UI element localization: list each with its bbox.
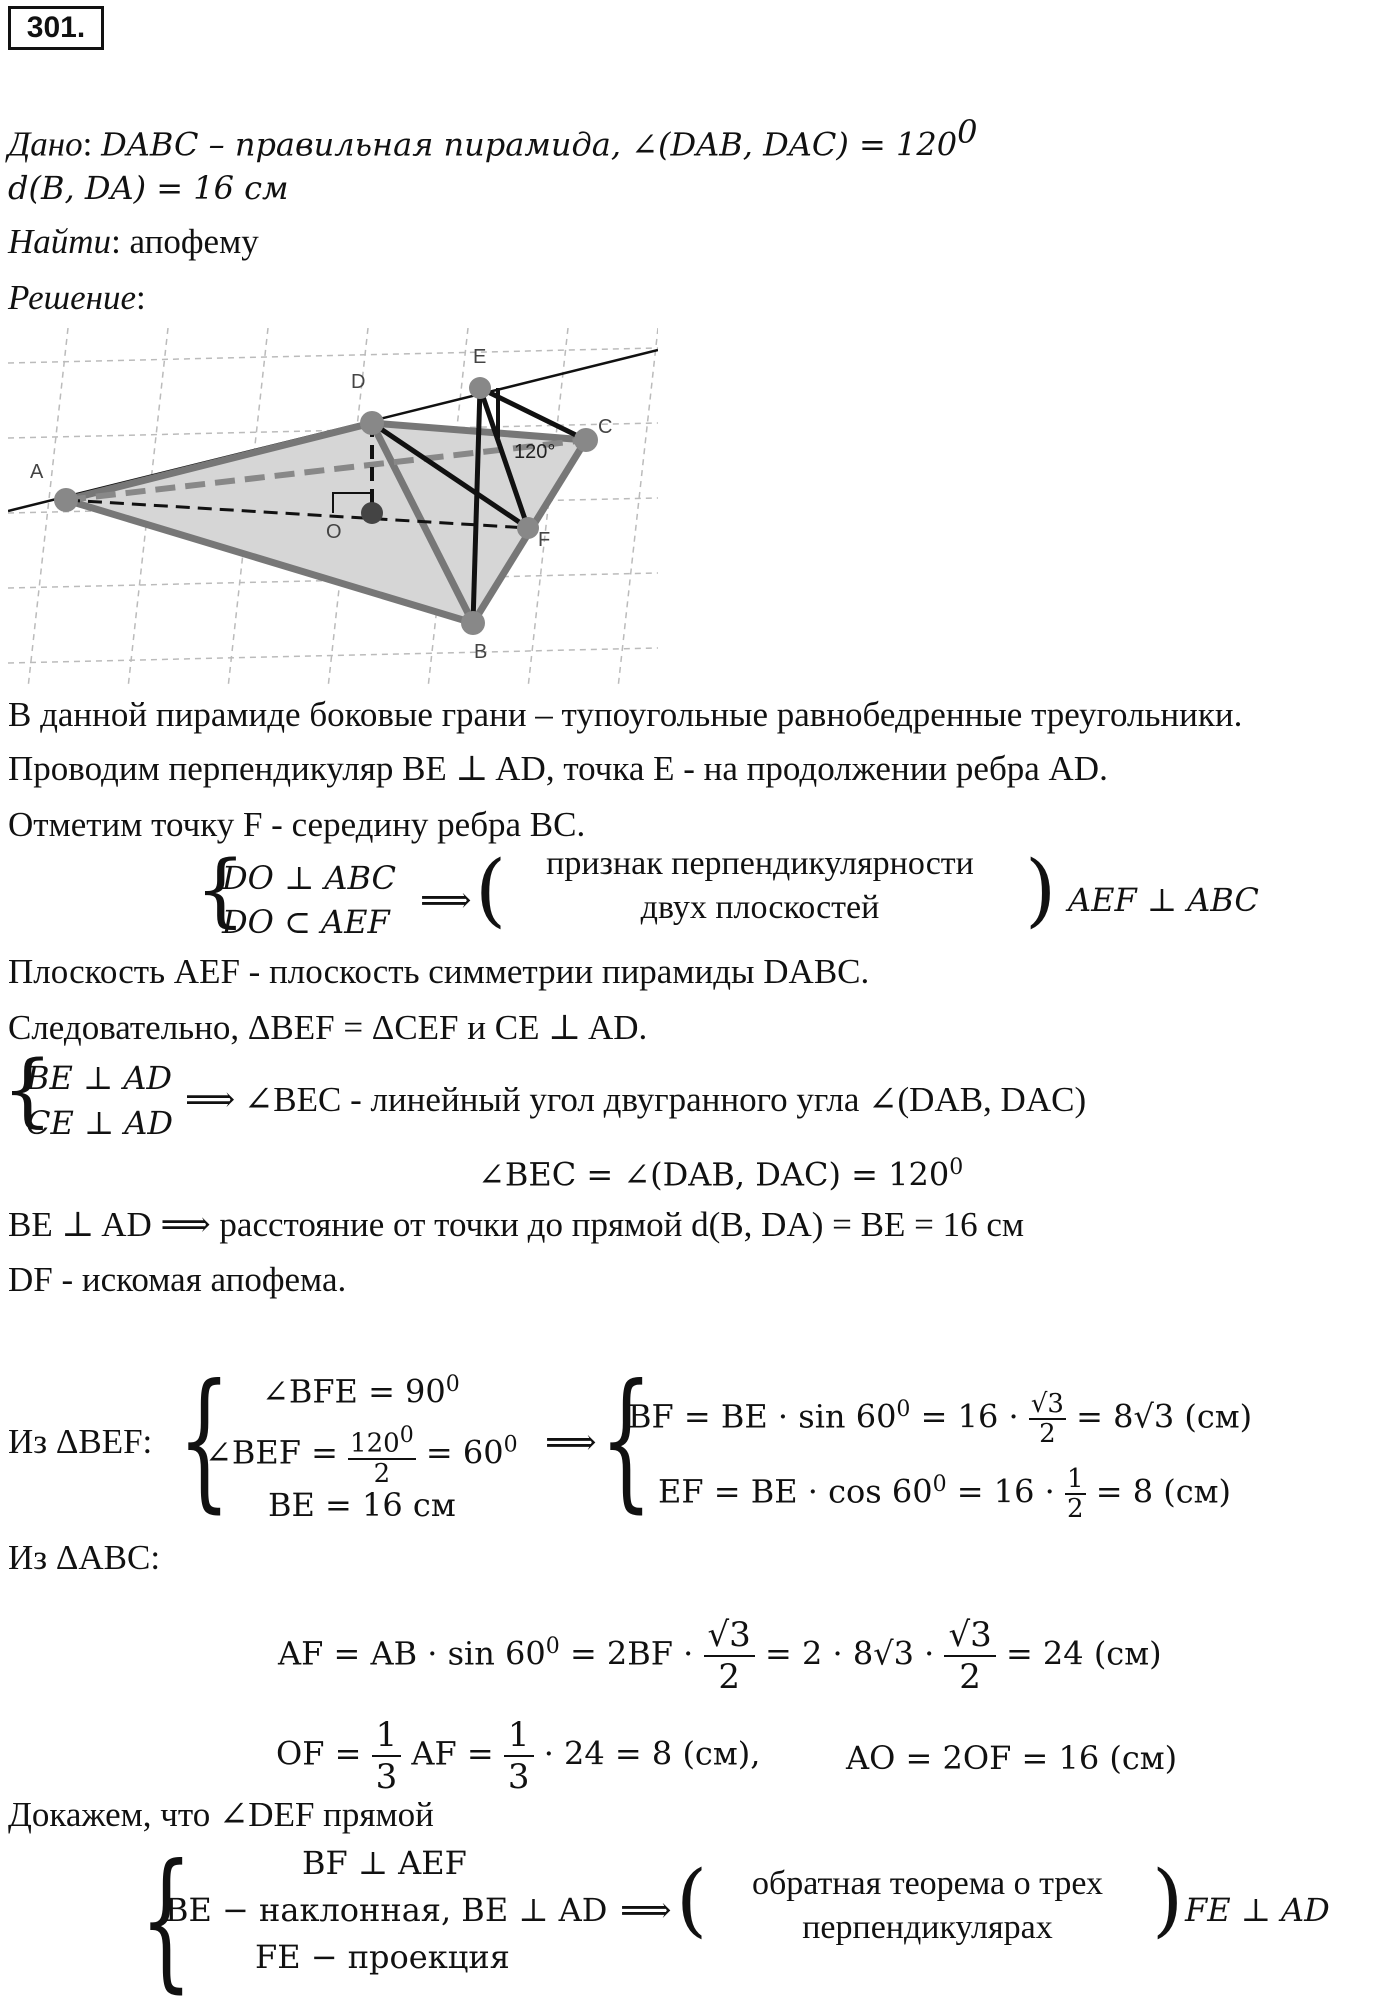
bef-r2a: ∠BEF = [205,1433,338,1472]
abc-af-num2: √3 [944,1615,995,1657]
bef-r2b: = 60 [425,1433,504,1472]
bef-r3: BE = 16 см [268,1486,456,1524]
implies-1: ⟹ [420,880,472,920]
bef-o2-den: 2 [1067,1494,1084,1525]
abc-of-a: OF = [276,1734,362,1773]
sys2-result: ⟹ ∠BEC - линейный угол двугранного угла ∠(DAB, DAC) [185,1080,1087,1119]
sys1-result: AEF ⊥ ABC [1068,881,1259,919]
abc-of-num1: 1 [372,1715,402,1757]
abc-of-frac1 [372,1715,402,1797]
sys3-row2: BE − наклонная, BE ⊥ AD [165,1891,608,1929]
bef-o2c: = 8 (см) [1095,1472,1232,1511]
paren-l-1: ( [475,843,507,936]
angle-eq [478,1148,963,1195]
sys1-reason [500,842,1020,930]
abc-af-frac1 [704,1615,755,1697]
abc-of [276,1715,760,1797]
bef-o2 [658,1465,1231,1523]
label-a: A [30,461,44,483]
sys3-row3: FE − проекция [255,1938,510,1976]
implies-5: ⟹ [620,1890,672,1930]
bef-o2-frac [1065,1465,1086,1523]
paren-r-1: ) [1025,843,1057,936]
text-apo: DF - искомая апофема. [8,1260,347,1299]
sys3-result: FE ⊥ AD [1185,1891,1330,1929]
abc-of-c: · 24 = 8 (см), [543,1734,761,1773]
text-dist: BE ⊥ AD ⟹ расстояние от точки до прямой d(B, DA) = BE = 16 см [8,1205,1025,1244]
label-o: O [326,521,342,543]
text-prove: Докажем, что ∠DEF прямой [8,1795,434,1834]
text-line-2: Проводим перпендикуляр BE ⊥ AD, точка E - на продолжении ребра AD. [8,749,1108,788]
find-line: Найти: апофему [8,222,259,261]
paren-r-5: ) [1152,1853,1184,1946]
abc-af-c: = 2 · 8√3 · [764,1634,935,1673]
bef-frac [348,1422,416,1488]
abc-af-d: = 24 (см) [1005,1634,1162,1673]
label-d: D [351,371,366,393]
label-f: F [538,529,551,551]
bef-r2b-sup: 0 [503,1432,518,1458]
bef-r1-text: ∠BFE = 90 [262,1372,446,1411]
implies-3: ⟹ [545,1422,597,1462]
bef-o1 [628,1390,1252,1448]
sys1-reason1: признак перпендикулярности [546,845,974,882]
solution-label-line: Решение: [8,278,146,317]
abc-of-den2: 3 [507,1757,530,1797]
given-text-1: DABC – правильная пирамида, ∠(DAB, DAC) = 120 [101,125,958,164]
bef-o1-sup: 0 [896,1397,911,1422]
abc-af [278,1615,1162,1697]
abc-of-num2: 1 [504,1715,534,1757]
abc-af-b: = 2BF · [569,1634,694,1673]
abc-af-a: AF = AB · sin 60 [278,1634,546,1673]
text-cons: Следовательно, ΔBEF = ΔCEF и CE ⊥ AD. [8,1008,648,1047]
abc-label: Из ΔABC: [8,1538,161,1577]
sys3-reason2: перпендикулярах [802,1909,1053,1946]
bef-o2a: EF = BE · cos 60 [658,1472,933,1511]
abc-ao: AO = 2OF = 16 (см) [846,1739,1178,1777]
problem-number: 301. [8,6,104,50]
pyramid-figure [8,328,658,688]
given-text-2: d(B, DA) = 16 см [8,169,289,207]
brace-1: { [195,843,246,936]
bef-o2-sup: 0 [932,1472,947,1497]
bef-o1b: = 16 · [920,1397,1019,1436]
given-line-2 [8,168,289,208]
abc-af-frac2 [944,1615,995,1697]
bef-label: Из ΔBEF: [8,1422,153,1461]
sys1-row1: DO ⊥ ABC [222,859,397,897]
bef-r2 [205,1422,518,1488]
angle-eq-sup: 0 [949,1155,964,1180]
sys2-row1: BE ⊥ AD [26,1059,173,1097]
abc-af-num1: √3 [704,1615,755,1657]
angle-label: 120° [514,441,556,463]
bef-r1-sup: 0 [445,1372,460,1397]
paren-l-5: ( [676,1853,708,1946]
brace-5: { [140,1833,193,2007]
solution-label: Решение [8,278,137,317]
label-b: B [474,641,488,663]
abc-of-den1: 3 [375,1757,398,1797]
sys3-row1: BF ⊥ AEF [302,1844,467,1882]
find-text: апофему [129,222,259,261]
text-sym: Плоскость AEF - плоскость симметрии пирамиды DABC. [8,952,870,991]
brace-2: { [2,1043,53,1136]
abc-af-den2: 2 [959,1657,981,1697]
bef-o1-den: 2 [1039,1419,1056,1450]
abc-af-sup: 0 [545,1633,560,1659]
abc-of-b: AF = [411,1734,494,1773]
bef-o2b: = 16 · [956,1472,1055,1511]
bef-o1-num: √3 [1030,1389,1064,1420]
bef-o1a: BF = BE · sin 60 [628,1397,897,1436]
sys1-row2: DO ⊂ AEF [222,903,390,941]
sys3-reason1: обратная теорема о трех [751,1865,1104,1902]
given-line-1: Дано: DABC – правильная пирамида, ∠(DAB, $DAC) = 120^0$ [8,113,978,164]
bef-o1c: = 8√3 (см) [1076,1397,1253,1436]
text-line-3: Отметим точку F - середину ребра BC. [8,805,586,844]
sys1-reason2: двух плоскостей [640,889,880,926]
bef-o2-num: 1 [1067,1464,1084,1495]
sys2-row2: CE ⊥ AD [26,1104,174,1142]
bef-frac-sup: 0 [399,1423,414,1448]
degree-sup: 0 [957,113,978,151]
sys3-reason [700,1862,1155,1950]
abc-af-den1: 2 [718,1657,740,1697]
bef-r1 [262,1365,460,1412]
brace-3: { [178,1353,231,1527]
label-c: C [598,416,613,438]
angle-eq-text: ∠BEC = ∠(DAB, DAC) = 120 [478,1155,950,1194]
bef-frac-den: 2 [373,1458,391,1489]
abc-of-frac2 [504,1715,534,1797]
label-e: E [473,346,487,368]
find-label: Найти [8,222,112,261]
brace-4: { [600,1353,653,1527]
text-line-1: В данной пирамиде боковые грани – тупоугольные равнобедренные треугольники. [8,695,1243,734]
given-label: Дано [8,124,83,164]
bef-o1-frac [1029,1390,1066,1448]
bef-frac-num: 120 [350,1428,400,1459]
